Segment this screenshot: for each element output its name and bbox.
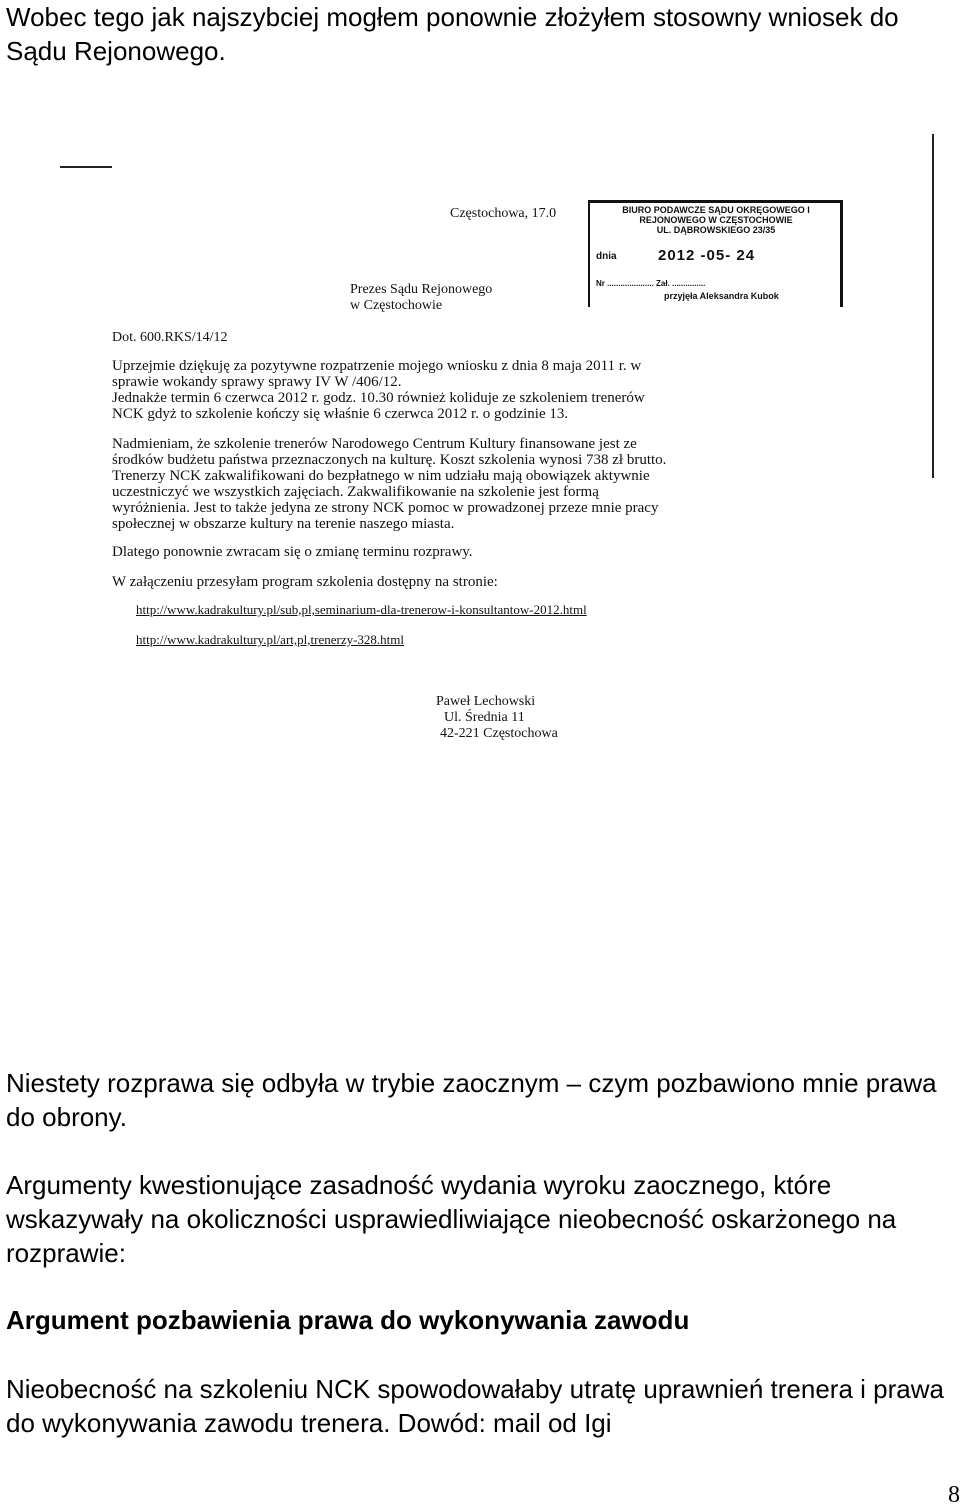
letter-para2-line: społecznej w obszarze kultury na terenie naszego miasta. — [112, 516, 455, 532]
absence-paragraph: Nieobecność na szkoleniu NCK spowodowałaby utratę uprawnień trenera i prawa do wykonywania zawodu trenera. Dowód: mail od Igi — [6, 1374, 944, 1438]
stamp-line1: BIURO PODAWCZE SĄDU OKRĘGOWEGO I — [622, 205, 810, 215]
sender-street: Ul. Średnia 11 — [444, 710, 525, 725]
program-link[interactable]: http://www.kadrakultury.pl/sub,pl,seminarium-dla-trenerow-i-konsultantow-2012.html — [136, 602, 587, 617]
letter-para3: Dlatego ponownie zwracam się o zmianę terminu rozprawy. — [112, 544, 473, 560]
letter-para2-line: uczestniczyć we wszystkich zajęciach. Zakwalifikowanie na szkolenie jest formą — [112, 484, 599, 500]
absentia-paragraph: Niestety rozprawa się odbyła w trybie zaocznym – czym pozbawiono mnie prawa do obrony. — [6, 1068, 937, 1132]
stamp-received: przyjęła Aleksandra Kubok — [664, 291, 779, 301]
letter-para1-line: NCK gdyż to szkolenie kończy się właśnie 6 czerwca 2012 r. o godzinie 13. — [112, 406, 569, 422]
letter-para2-line: wyróżnienia. Jest to także jedyna ze strony NCK pomoc w prowadzonej przeze mnie pracy — [112, 500, 659, 516]
stamp-date: 2012 -05- 24 — [658, 247, 756, 264]
letter-para4: W załączeniu przesyłam program szkolenia dostępny na stronie: — [112, 574, 498, 590]
stamp-line2: REJONOWEGO W CZĘSTOCHOWIE — [639, 215, 793, 225]
stamp-date-label: dnia — [596, 251, 617, 262]
arguments-paragraph: Argumenty kwestionujące zasadność wydania wyroku zaocznego, które wskazywały na okoliczności usprawiedliwiające nieobecność oskarżonego na rozprawie: — [6, 1170, 897, 1268]
sender-city: 42-221 Częstochowa — [440, 726, 558, 741]
scanned-letter — [0, 128, 960, 748]
scan-edge — [932, 134, 934, 478]
letter-para2-line: środków budżetu państwa przeznaczonych na kulturę. Koszt szkolenia wynosi 738 zł brutto. — [112, 452, 667, 468]
letter-para1-line: sprawie wokandy sprawy sprawy IV W /406/12. — [112, 374, 402, 390]
reference-number: Dot. 600.RKS/14/12 — [112, 330, 228, 345]
letter-para2-line: Nadmieniam, że szkolenie trenerów Narodowego Centrum Kultury finansowane jest ze — [112, 436, 637, 452]
page-number: 8 — [948, 1482, 960, 1508]
intro-paragraph: Wobec tego jak najszybciej mogłem ponownie złożyłem stosowny wniosek do Sądu Rejonowego. — [6, 2, 899, 66]
trainers-link[interactable]: http://www.kadrakultury.pl/art,pl,trenerzy-328.html — [136, 632, 404, 647]
argument-heading: Argument pozbawienia prawa do wykonywania zawodu — [6, 1305, 690, 1335]
letter-para1-line: Jednakże termin 6 czerwca 2012 r. godz. 10.30 również koliduje ze szkoleniem trenerów — [112, 390, 645, 406]
sender-name: Paweł Lechowski — [436, 694, 536, 709]
recipient-line2: w Częstochowie — [350, 298, 443, 313]
letter-para2-line: Trenerzy NCK zakwalifikowani do bezpłatnego w nim udziału mają obowiązek aktywnie — [112, 468, 650, 484]
scan-mark — [60, 166, 112, 168]
stamp-nr: Nr ..................... Zał. ............... — [596, 279, 706, 288]
recipient-line1: Prezes Sądu Rejonowego — [350, 282, 493, 297]
letter-para1-line: Uprzejmie dziękuję za pozytywne rozpatrzenie mojego wniosku z dnia 8 maja 2011 r. w — [112, 358, 642, 374]
letter-place-date: Częstochowa, 17.0 — [450, 206, 557, 221]
registry-stamp — [588, 200, 843, 307]
stamp-line3: UL. DĄBROWSKIEGO 23/35 — [656, 225, 776, 235]
